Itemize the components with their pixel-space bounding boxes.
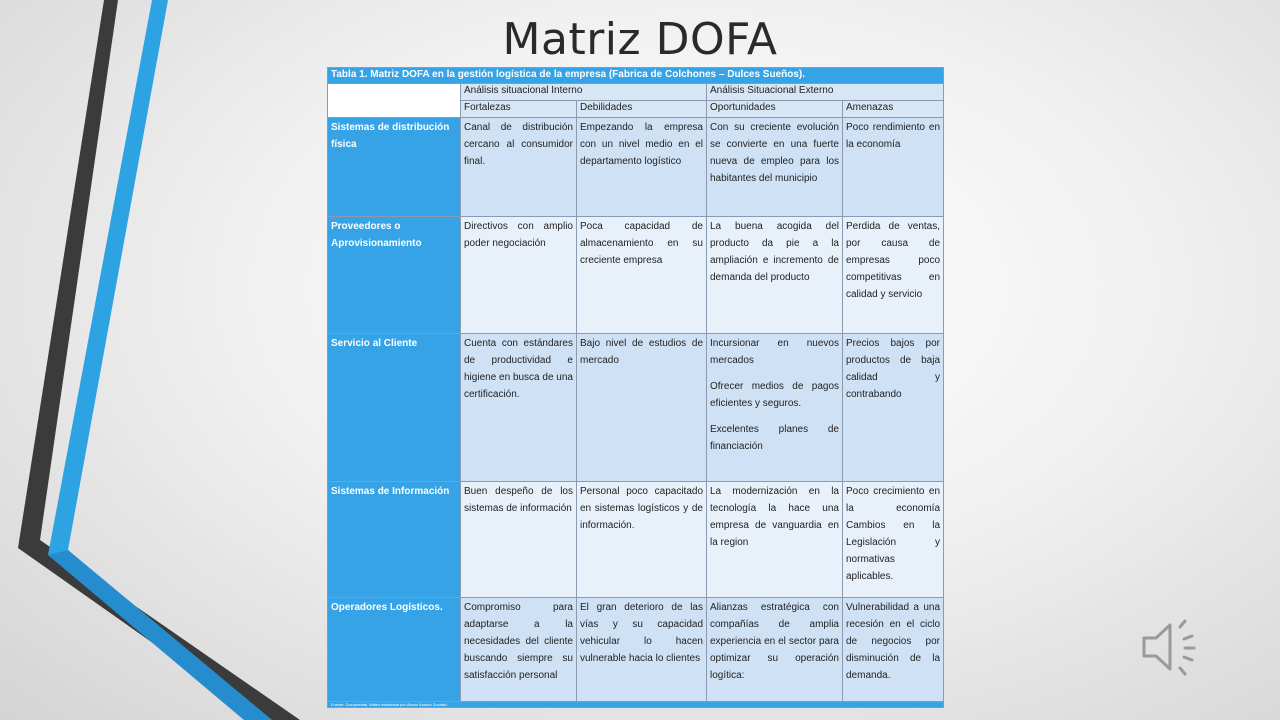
cell-fortalezas: Canal de distribución cercano al consumidor final. [461,118,577,217]
column-header-amenazas: Amenazas [843,101,944,118]
cell-oportunidades [707,482,843,598]
cell-amenazas: Perdida de ventas, por causa de empresas poco competitivas en calidad y servicio [843,217,944,334]
table-row [328,482,944,598]
cell-paragraph: La modernización en la tecnología la hace una empresa de vanguardia en la region [710,486,839,548]
column-header-fortalezas: Fortalezas [461,101,577,118]
corner-cell [328,84,461,118]
table-caption-row [328,68,944,84]
cell-paragraph: Incursionar en nuevos mercados [710,338,839,366]
cell-debilidades: Bajo nivel de estudios de mercado [577,334,707,482]
dofa-matrix-table [327,67,944,708]
blue-stripe-shade [48,550,272,720]
row-label: Operadores Logísticos. [328,598,461,702]
blue-stripe [48,0,272,720]
cell-paragraph: Excelentes planes de financiación [710,424,839,452]
table-footer-source: Fuente: Documental. Matriz elaborada por Alvaro Andres Zuvaliet [328,702,944,708]
table-row [328,217,944,334]
table-footer-row [328,702,944,708]
cell-fortalezas: Cuenta con estándares de productividad e higiene en busca de una certificación. [461,334,577,482]
page-title: Matriz DOFA [502,14,778,65]
cell-debilidades: Personal poco capacitado en sistemas logísticos y de información. [577,482,707,598]
group-header-row [328,84,944,101]
table-caption: Tabla 1. Matriz DOFA en la gestión logística de la empresa (Fabrica de Colchones – Dulces Sueños). [328,68,944,84]
cell-oportunidades [707,334,843,482]
cell-fortalezas: Compromiso para adaptarse a la necesidades del cliente buscando siempre su satisfacción personal [461,598,577,702]
cell-fortalezas: Buen despeño de los sistemas de información [461,482,577,598]
group-interno: Análisis situacional Interno [461,84,707,101]
speaker-icon[interactable] [1138,617,1204,677]
row-label: Proveedores o Aprovisionamiento [328,217,461,334]
cell-oportunidades [707,118,843,217]
cell-debilidades: Poca capacidad de almacenamiento en su creciente empresa [577,217,707,334]
table-row [328,334,944,482]
cell-amenazas: Vulnerabilidad a una recesión en el ciclo de negocios por disminución de la demanda. [843,598,944,702]
cell-debilidades: El gran deterioro de las vías y su capacidad vehicular lo hacen vulnerable hacia lo clientes [577,598,707,702]
table-row [328,598,944,702]
column-header-debilidades: Debilidades [577,101,707,118]
row-label: Sistemas de Información [328,482,461,598]
cell-paragraph: Ofrecer medios de pagos eficientes y seguros. [710,381,839,409]
row-label: Servicio al Cliente [328,334,461,482]
cell-paragraph: La buena acogida del producto da pie a la ampliación e incremento de demanda del producto [710,221,839,283]
group-externo: Análisis Situacional Externo [707,84,944,101]
cell-paragraph: Con su creciente evolución se convierte en una fuerte nueva de empleo para los habitantes del municipio [710,122,839,184]
cell-oportunidades [707,217,843,334]
cell-amenazas: Precios bajos por productos de baja calidad y contrabando [843,334,944,482]
table-row [328,118,944,217]
column-header-oportunidades: Oportunidades [707,101,843,118]
cell-oportunidades [707,598,843,702]
dark-stripe [18,0,300,720]
cell-fortalezas: Directivos con amplio poder negociación [461,217,577,334]
cell-amenazas: Poco crecimiento en la economía Cambios en la Legislación y normativas aplicables. [843,482,944,598]
cell-paragraph: Alianzas estratégica con compañías de amplia experiencia en el sector para optimizar su operación logítica: [710,602,839,681]
row-label: Sistemas de distribución física [328,118,461,217]
cell-debilidades: Empezando la empresa con un nivel medio en el departamento logístico [577,118,707,217]
cell-amenazas: Poco rendimiento en la economía [843,118,944,217]
